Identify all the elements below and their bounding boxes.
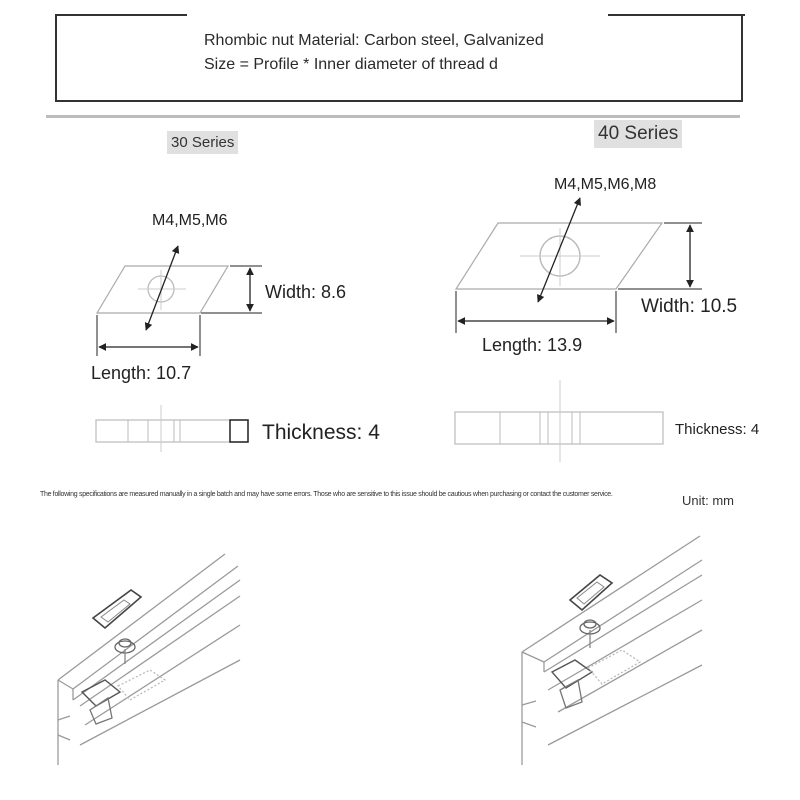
series-40-tag: 40 Series [594,120,682,148]
nut-40-top-view [456,198,662,302]
nut-40-length-dimension [456,291,616,333]
series-40-thickness-label: Thickness: 4 [675,421,760,438]
nut-30-width-dimension [201,266,262,313]
series-30-tag: 30 Series [167,131,238,154]
series-30-thread-sizes: M4,M5,M6 [152,212,228,229]
series-30-thickness-label: Thickness: 4 [262,421,380,444]
header-material-line: Rhombic nut Material: Carbon steel, Galvanized [204,32,544,49]
measurement-disclaimer: The following specifications are measured manually in a single batch and may have some errors. Those who are sensitive to this issue should be cautious when purchasing or contact the customer service. [40,491,613,498]
nut-40-side-view [455,380,663,462]
series-40-length-label: Length: 13.9 [482,335,583,355]
series-40-thread-sizes: M4,M5,M6,M8 [554,176,657,193]
unit-label: Unit: mm [682,493,734,508]
installation-sketch-30 [58,554,240,765]
series-40-width-label: Width: 10.5 [641,296,738,317]
header-size-line: Size = Profile * Inner diameter of thread d [204,56,498,73]
series-30-length-label: Length: 10.7 [91,363,192,383]
nut-40-width-dimension [618,223,702,289]
installation-sketch-40 [522,536,702,765]
series-30-width-label: Width: 8.6 [265,282,347,302]
nut-30-side-view [96,405,248,452]
nut-30-length-dimension [97,315,200,356]
nut-30-top-view [97,246,228,330]
